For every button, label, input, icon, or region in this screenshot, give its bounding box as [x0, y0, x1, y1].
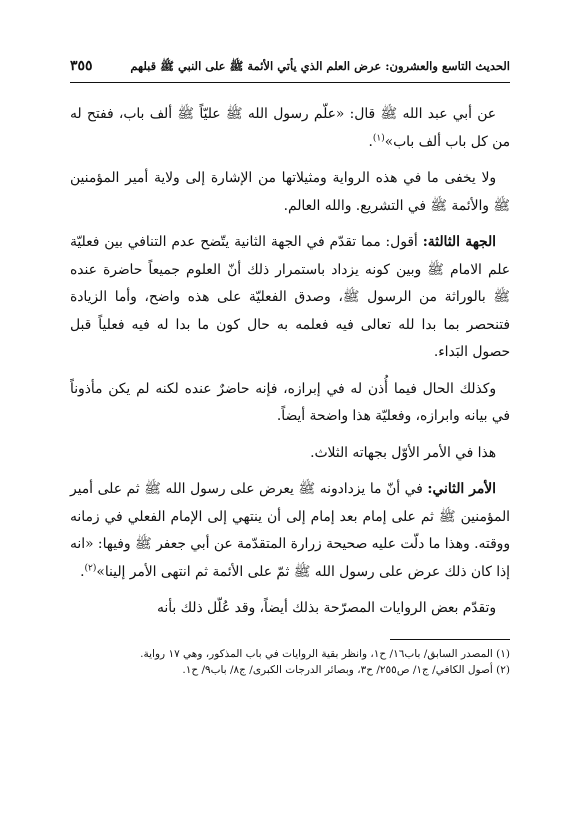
book-page — [70, 58, 510, 678]
footnote: (٢) أصول الكافي/ ج١/ ص٢٥٥/ ح٣، وبصائر الدرجات الكبرى/ ج٨/ باب٩/ ح١. — [182, 663, 510, 676]
paragraph-text: عن أبي عبد الله ﷺ قال: «علّم رسول الله ﷺ عليّاً ﷺ ألف باب، ففتح له من كل باب ألف باب» — [70, 106, 510, 150]
paragraph — [70, 440, 510, 468]
footnotes — [70, 646, 510, 678]
paragraph — [70, 595, 510, 623]
running-title: الحديث التاسع والعشرون: عرض العلم الذي يأتي الأئمة ﷺ على النبي ﷺ قبلهم — [130, 59, 510, 73]
paragraph — [70, 101, 510, 156]
paragraph — [70, 165, 510, 220]
paragraph-text: أقول: مما تقدّم في الجهة الثانية يتّضح عدم التنافي بين فعليّة علم الامام ﷺ وبين كونه يزداد باستمرار ذلك أنّ العلوم جميعاً حاضرة عنده ﷺ بالوراثة من الرسول ﷺ، وصدق الفعليّة على هذه واضح، وأما الزيادة فتنحصر بما بدا لله تعالى فيه فعلمه به حال كون ما بدا له فيه فعلياً قبل حصول البَداء. — [70, 234, 510, 360]
footnote-ref: (٢) — [84, 562, 97, 573]
paragraph — [70, 229, 510, 367]
paragraph — [70, 376, 510, 431]
footnote-ref: (١) — [372, 132, 385, 143]
running-header — [70, 58, 510, 83]
paragraph-text: هذا في الأمر الأوّل بجهاته الثلاث. — [310, 444, 496, 461]
section-heading: الجهة الثالثة: — [422, 234, 496, 250]
paragraph-tail: . — [80, 563, 85, 580]
paragraph-text: وكذلك الحال فيما أُذن له في إبرازه، فإنه حاضرٌ عنده لكنه لم يكن مأذوناً في بيانه وابرازه، وفعليّة هذا واضحة أيضاً. — [70, 380, 510, 424]
section-heading: الأمر الثاني: — [427, 481, 496, 497]
footnote-divider — [390, 639, 510, 640]
paragraph-text: ولا يخفى ما في هذه الرواية ومثيلاتها من الإشارة إلى ولاية أمير المؤمنين ﷺ والأئمة ﷺ في التشريع. والله العالم. — [70, 170, 510, 214]
paragraph — [70, 476, 510, 586]
paragraph-text: وتقدّم بعض الروايات المصرّحة بذلك أيضاً، وقد عُلّل ذلك بأنه — [156, 600, 496, 616]
footnote: (١) المصدر السابق/ باب١٦/ ح١، وانظر بقية الروايات في باب المذكور، وهي ١٧ رواية. — [140, 647, 510, 660]
paragraph-text: في أنّ ما يزدادونه ﷺ يعرض على رسول الله ﷺ ثم على أمير المؤمنين ﷺ ثم على إمام بعد إمام إلى أن ينتهي إلى الإمام الفعلي في زمانه ووقته. وهذا ما دلّت عليه صحيحة زرارة المتقدّمة عن أبي جعفر ﷺ وفيها: «انه إذا كان ذلك عرض على رسول الله ﷺ ثمّ على الأئمة ثم انتهى الأمر إلينا» — [70, 481, 510, 580]
main-text — [70, 101, 510, 623]
paragraph-tail: . — [368, 133, 373, 150]
page-number: ٣٥٥ — [70, 58, 93, 74]
